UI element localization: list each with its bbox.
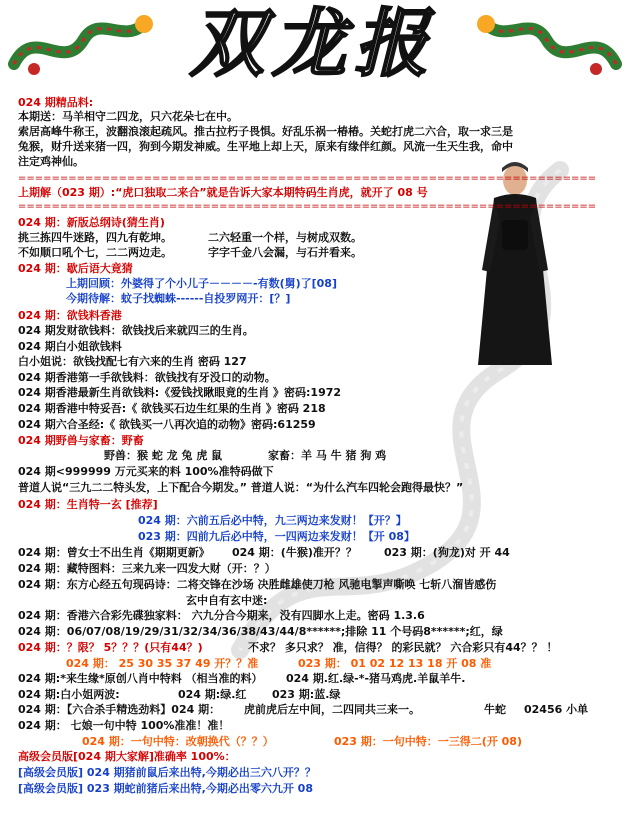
text-line: 024 期:白小姐两波: [18, 688, 120, 701]
poem-line: 不如顺口吼个七，二二两边走。 [18, 246, 172, 259]
poem-line: 二六轻重一个样，与树成双数。 [208, 231, 362, 244]
text-line: 024 期白小姐欲钱料 [18, 340, 122, 353]
prediction-line: 023 期：四前九后必中特，一四两边来发财！【开 08】 [138, 530, 415, 543]
text-line: 024 期：曾女士不出生肖《期期更新》 [18, 546, 210, 559]
section-heading: 024 期：歇后语大竟猜 [18, 262, 133, 275]
member-line: [高级会员版] 023 期蛇前猪后来出特,今期必出零六九开 08 [18, 782, 313, 795]
text-line: 024 期： 七娘一句中特 100%准准！准！ [18, 719, 230, 732]
section-heading: 024 期野兽与家畜：野畜 [18, 434, 144, 447]
text-line: 牛蛇 [484, 703, 506, 716]
text-line: 家畜：羊 马 牛 猪 狗 鸡 [268, 449, 387, 462]
text-line: 024 期<999999 万元买来的料 100%准特码做下 [18, 465, 274, 478]
one-line-result: 023 期：一句中特：一三得二(开 08) [334, 735, 522, 748]
text-line: 索居高峰牛称王，波翻浪滚起疏风。推古拉朽子畏惧。好乱乐祸一椿椿。关蛇打虎二六合，取一求三是 [18, 125, 513, 138]
last-issue-answer: 上期解（023 期）:“虎口独取二来合”就是告诉大家本期特码生肖虎，就开了 08 号 [18, 186, 428, 199]
text-line: 024 期：(牛猴)准开？？ [232, 546, 357, 559]
section-heading: 024 期：新版总纲诗(猜生肖) [18, 216, 165, 229]
text-line: 野兽：猴 蛇 龙 兔 虎 鼠 [104, 449, 223, 462]
number-prediction: 024 期： 25 30 35 37 49 开？？准 [66, 657, 259, 670]
poem-line: 挑三拣四牛迷路，四九有乾坤。 [18, 231, 172, 244]
newspaper-title: 双龙报 [190, 1, 436, 87]
text-line: 023 期:蓝.绿 [272, 688, 341, 701]
text-line: 024 期:*来生缘*原创八肖中特料 （相当准的料） [18, 672, 263, 685]
section-heading: 024 期：欲钱料香港 [18, 309, 122, 322]
text-line: 024 期：06/07/08/19/29/31/32/34/36/38/43/44/8******;排除 11 个号码8******;红，绿 [18, 625, 503, 638]
text-line: 024 期：【六合杀手精选劲料】024 期： [18, 703, 221, 716]
riddle-today: 今期待解：蚊子找蜘蛛------自投罗网开：[？] [66, 292, 291, 305]
number-result: 023 期： 01 02 12 13 18 开 08 准 [298, 657, 492, 670]
text-line: 024 期：？限？ 5？？？(只有44？) [18, 641, 203, 654]
text-line: 虎前虎后左中间，二四同共三来一。 [244, 703, 420, 716]
text-line: 02456 小单 [524, 703, 589, 716]
text-line: 024 期：东方心经五句现码诗：二将交锋在沙场 决胜雌雄使刀枪 风驰电掣声嘶唤 七斩八溜皆感伤 [18, 578, 497, 591]
text-line: 不求？ 多只求？ 准，信得？ 的彩民就？ 六合彩只有44？？ ！ [248, 641, 558, 654]
separator: ===================================================================== [18, 201, 597, 212]
text-line: 024 期香港第一手欲钱料：欲钱找有牙没口的动物。 [18, 371, 276, 384]
text-line: 024 期：藏特图料：三来九来一四发大财（开：？） [18, 562, 276, 575]
text-line: 白小姐说：欲钱找配七有六来的生肖 密码 127 [18, 355, 247, 368]
poem-line: 字字千金八会漏，与石并看来。 [208, 246, 362, 259]
section-heading: 024 期精品料: [18, 96, 94, 109]
text-line: 024 期香港中特妥吾:《 欲钱买石边生红果的生肖 》密码 218 [18, 402, 326, 415]
text-line: 024 期:绿.红 [178, 688, 247, 701]
section-heading: 024 期：生肖特一玄 [推荐] [18, 498, 158, 511]
text-line: 注定鸡神仙。 [18, 155, 84, 168]
separator: ===================================================================== [18, 173, 597, 184]
one-line-prediction: 024 期：一句中特：改朝换代（？？） [82, 735, 274, 748]
text-line: 兔猴，财升送来猪一四，狗到今期发神威。生平地上却上天，原来有缘伴红颜。风流一生天生我，命中 [18, 140, 513, 153]
text-line: 024 期：香港六合彩先碟独家料： 六九分合今期来，没有四脚水上走。密码 1.3.6 [18, 609, 425, 622]
text-line: 023 期：(狗龙)对 开 44 [384, 546, 510, 559]
prediction-line: 024 期：六前五后必中特，九三两边来发财！【开？】 [138, 514, 407, 527]
text-line: 024 期.红.绿-*-猪马鸡虎.羊鼠羊牛. [286, 672, 466, 685]
member-heading: 高级会员版[024 期大家解]准确率 100%： [18, 750, 236, 763]
text-line: 本期送：马羊相守二四龙，只六花朵七在中。 [18, 110, 238, 123]
text-line: 024 期六合圣经:《 欲钱买一八再次追的动物》密码:61259 [18, 418, 316, 431]
member-line: [高级会员版] 024 期猪前鼠后来出特,今期必出三六八开？？ [18, 766, 316, 779]
text-line: 玄中自有玄中迷: [186, 594, 268, 607]
riddle-review: 上期回顾：外婆得了个小儿子－－－－-有数(舅)了[08] [66, 277, 337, 290]
text-line: 普道人说“三九二二特头发，上下配合今期发。” 普道人说：“为什么汽车四轮会跑得最快？” [18, 481, 464, 494]
text-line: 024 期发财欲钱料：欲钱找后来就四三的生肖。 [18, 324, 254, 337]
text-line: 024 期香港最新生肖欲钱料:《爱钱找瞅眼竟的生肖 》密码:1972 [18, 386, 342, 399]
